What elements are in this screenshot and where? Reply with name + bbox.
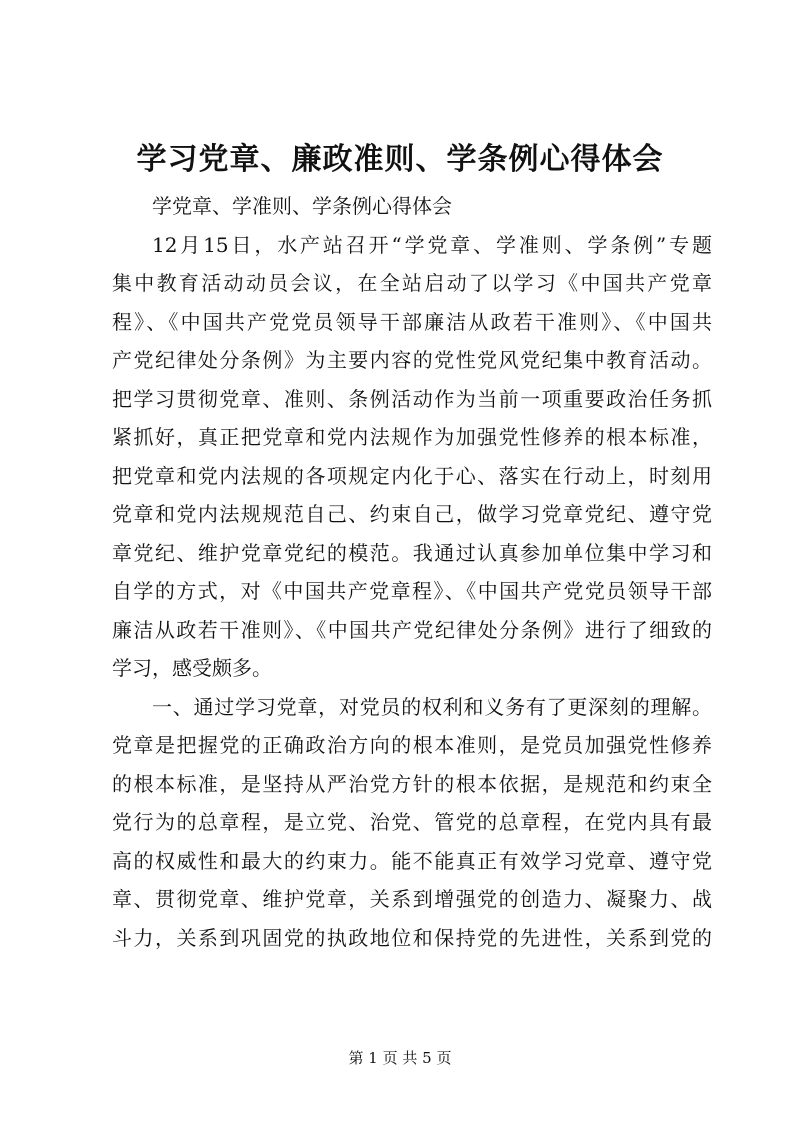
paragraph-line: 高的权威性和最大的约束力。能不能真正有效学习党章、遵守党	[112, 848, 712, 873]
paragraph-line: 党章和党内法规规范自己、约束自己，做学习党章党纪、遵守党	[112, 502, 712, 526]
paragraph-line: 把学习贯彻党章、准则、条例活动作为当前一项重要政治任务抓	[112, 386, 712, 411]
paragraph-line: 集中教育活动动员会议，在全站启动了以学习《中国共产党章	[112, 271, 712, 295]
paragraph-line: 产党纪律处分条例》为主要内容的党性党风党纪集中教育活动。	[112, 348, 712, 372]
paragraph-line: 廉洁从政若干准则》、《中国共产党纪律处分条例》进行了细致的	[112, 617, 712, 642]
paragraph-line: 斗力，关系到巩固党的执政地位和保持党的先进性，关系到党的	[112, 925, 712, 950]
paragraph-line: 12月15日，水产站召开“学党章、学准则、学条例”专题	[152, 232, 712, 257]
page-number-footer: 第 1 页 共 5 页	[348, 1049, 452, 1067]
paragraph-line: 党章是把握党的正确政治方向的根本准则，是党员加强党性修养	[112, 733, 712, 757]
paragraph-line: 把党章和党内法规的各项规定内化于心、落实在行动上，时刻用	[112, 463, 712, 488]
paragraph-line: 的根本标准，是坚持从严治党方针的根本依据，是规范和约束全	[112, 771, 712, 796]
paragraph-line: 自学的方式，对《中国共产党章程》、《中国共产党党员领导干部	[112, 579, 712, 603]
paragraph-line: 学习，感受颇多。	[112, 656, 272, 680]
paragraph-line: 一、通过学习党章，对党员的权利和义务有了更深刻的理解。	[152, 694, 712, 719]
document-title: 学习党章、廉政准则、学条例心得体会	[136, 142, 664, 177]
paragraph-line: 党行为的总章程，是立党、治党、管党的总章程，在党内具有最	[112, 810, 712, 834]
paragraph-line: 紧抓好，真正把党章和党内法规作为加强党性修养的根本标准，	[112, 425, 712, 449]
paragraph-line: 程》、《中国共产党党员领导干部廉洁从政若干准则》、《中国共	[112, 309, 712, 334]
subtitle-line: 学党章、学准则、学条例心得体会	[152, 194, 452, 218]
document-body	[112, 187, 712, 957]
paragraph-line: 章、贯彻党章、维护党章，关系到增强党的创造力、凝聚力、战	[112, 887, 712, 911]
paragraph-line: 章党纪、维护党章党纪的模范。我通过认真参加单位集中学习和	[112, 540, 712, 565]
